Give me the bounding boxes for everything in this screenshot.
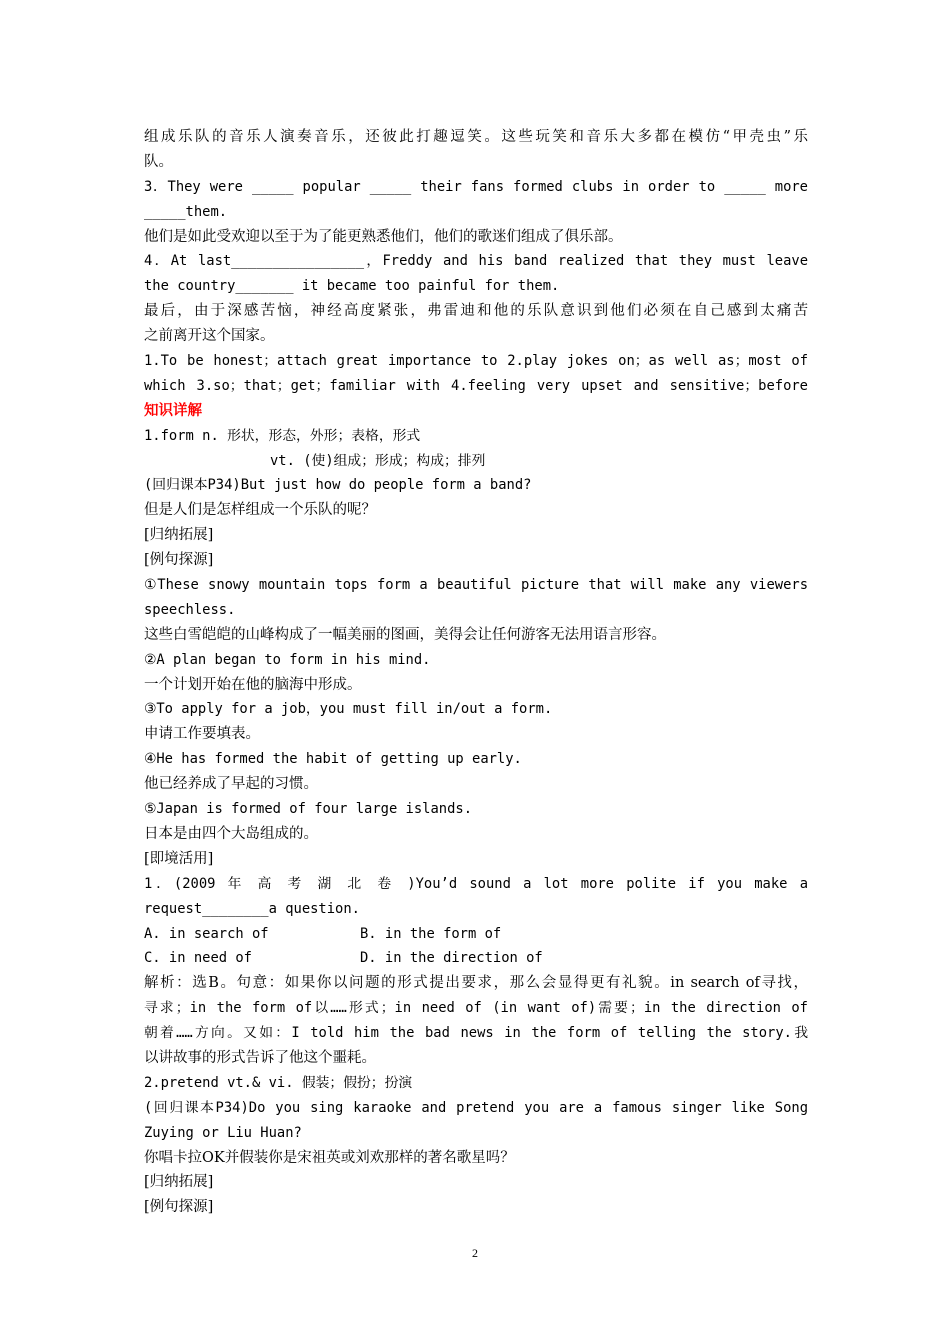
text-line: Zuying or Liu Huan? — [144, 1124, 302, 1141]
option-c: C. in need of — [144, 950, 252, 967]
text-line: 最后，由于深感苦恼，神经高度紧张，弗雷迪和他的乐队意识到他们必须在自己感到太痛苦 — [144, 303, 808, 320]
text-line: 3．They were _____ popular _____ their fans formed clubs in order to _____ more — [144, 178, 808, 195]
subsection-label: [归纳拓展] — [144, 527, 214, 544]
subsection-label: [归纳拓展] — [144, 1174, 214, 1191]
example-line: ①These snowy mountain tops form a beautiful picture that will make any viewers — [144, 577, 808, 594]
explanation-line: 朝着……方向。又如：I told him the bad news in the form of telling the story.我 — [144, 1025, 808, 1042]
text-line: 他已经养成了早起的习惯。 — [144, 776, 318, 793]
section-heading: 知识详解 — [144, 402, 202, 419]
option-d: D. in the direction of — [360, 950, 543, 967]
text-line: 之前离开这个国家。 — [144, 328, 275, 345]
text-line: 日本是由四个大岛组成的。 — [144, 825, 318, 842]
page-number: 2 — [472, 1246, 478, 1260]
subsection-label: [例句探源] — [144, 552, 214, 569]
text-line: 组成乐队的音乐人演奏音乐，还彼此打趣逗笑。这些玩笑和音乐大多都在模仿“甲壳虫”乐 — [144, 129, 808, 145]
vocab-entry: 1.form n. 形状，形态，外形；表格，形式 — [144, 427, 421, 444]
vocab-entry-sub: vt. (使)组成；形成；构成；排列 — [270, 452, 486, 469]
subsection-label: [例句探源] — [144, 1199, 214, 1216]
text-line: 一个计划开始在他的脑海中形成。 — [144, 676, 362, 693]
text-line: 申请工作要填表。 — [144, 726, 260, 743]
vocab-entry: 2.pretend vt.& vi. 假装；假扮；扮演 — [144, 1074, 413, 1091]
example-line: ④He has formed the habit of getting up early. — [144, 751, 522, 768]
question-line: 1．(2009 年 高 考 湖 北 卷 )You’d sound a lot more polite if you make a — [144, 875, 808, 892]
text-line: _____them. — [144, 203, 228, 220]
text-line: 队。 — [144, 153, 173, 170]
example-line: ⑤Japan is formed of four large islands. — [144, 801, 473, 818]
explanation-line: 寻求；in the form of以……形式；in need of (in want of)需要；in the direction of — [144, 1000, 808, 1017]
options-row — [144, 922, 808, 947]
option-b: B. in the form of — [360, 925, 502, 942]
text-line: 但是人们是怎样组成一个乐队的呢？ — [144, 502, 376, 519]
subsection-label: [即境活用] — [144, 850, 214, 867]
text-line: (回归课本P34)But just how do people form a band? — [144, 477, 532, 494]
text-line: 你唱卡拉OK并假装你是宋祖英或刘欢那样的著名歌星吗？ — [144, 1149, 515, 1166]
option-a: A. in search of — [144, 925, 269, 942]
document-body — [144, 125, 808, 1220]
text-line: (回归课本P34)Do you sing karaoke and pretend you are a famous singer like Song — [144, 1099, 808, 1116]
options-row — [144, 946, 808, 971]
example-line: ③To apply for a job，you must fill in/out a form. — [144, 701, 553, 718]
answer-line: which 3.so；that；get；familiar with 4.feeling very upset and sensitive；before — [144, 377, 808, 394]
answer-line: 1.To be honest；attach great importance to 2.play jokes on；as well as；most of — [144, 353, 808, 370]
text-line: 他们是如此受欢迎以至于为了能更熟悉他们，他们的歌迷们组成了俱乐部。 — [144, 228, 623, 245]
example-line: speechless. — [144, 601, 236, 618]
explanation-line: 解析：选B。句意：如果你以问题的形式提出要求，那么会显得更有礼貌。in search of寻找， — [144, 975, 808, 992]
example-line: ②A plan began to form in his mind. — [144, 651, 431, 668]
explanation-line: 以讲故事的形式告诉了他这个噩耗。 — [144, 1049, 376, 1066]
question-line: request________a question. — [144, 900, 360, 917]
text-line: the country_______ it became too painful for them. — [144, 278, 560, 295]
text-line: 4．At last________________，Freddy and his band realized that they must leave — [144, 253, 808, 270]
text-line: 这些白雪皑皑的山峰构成了一幅美丽的图画，美得会让任何游客无法用语言形容。 — [144, 626, 666, 643]
